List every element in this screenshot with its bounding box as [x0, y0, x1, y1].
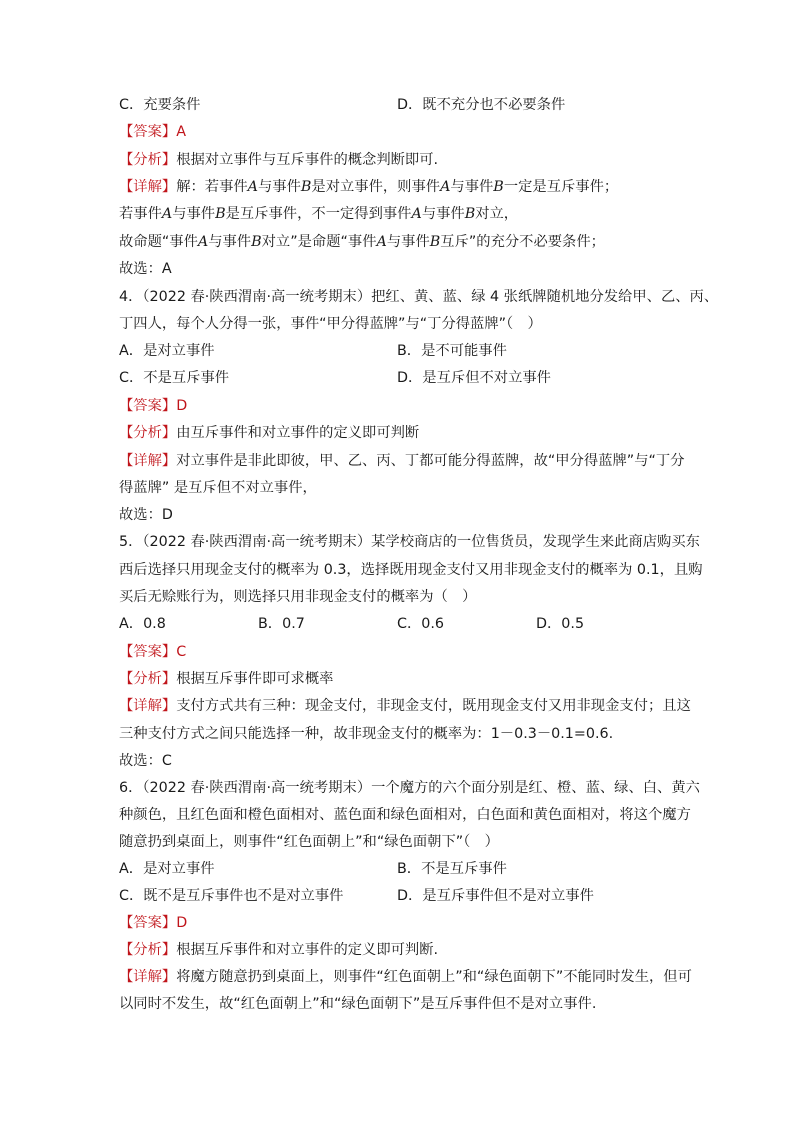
math-var: B	[493, 179, 504, 195]
detail-text: 支付方式共有三种：现金支付，非现金支付，既用现金支付又用非现金支付；且这	[176, 698, 691, 714]
analysis-tag: 【分析】	[119, 671, 177, 687]
q5-answer	[119, 642, 186, 662]
q5-detail-line-1	[119, 696, 691, 716]
q3-options-cd	[119, 95, 566, 115]
answer-tag: 【答案】	[119, 124, 177, 140]
q5-option-c: C．0.6	[397, 616, 445, 632]
q6-stem-line-3: 随意扔到桌面上，则事件“红色面朝上”和“绿色面朝下”（ ）	[119, 834, 499, 850]
q6-options-ab	[119, 859, 507, 879]
math-var: A	[197, 234, 209, 250]
q5-option-b: B．0.7	[258, 616, 305, 632]
q4-stem-line-1: 4．（2022 春·陕西渭南·高一统考期末）把红、黄、蓝、绿 4 张纸牌随机地分发给甲、乙、丙、	[119, 289, 719, 305]
q4-option-d: D．是互斥但不对立事件	[397, 370, 551, 386]
q5-option-a: A．0.8	[119, 616, 166, 632]
q4-stem-line-2: 丁四人，每个人分得一张，事件“甲分得蓝牌”与“丁分得蓝牌”（ ）	[119, 316, 542, 332]
q4-analysis	[119, 423, 419, 443]
answer-value: D	[176, 915, 188, 931]
q6-option-c: C．既不是互斥事件也不是对立事件	[119, 888, 344, 904]
detail-tag: 【详解】	[119, 179, 177, 195]
detail-text: 是互斥事件，不一定得到事件	[225, 206, 412, 222]
answer-tag: 【答案】	[119, 915, 177, 931]
q5-options	[119, 614, 585, 634]
q6-option-b: B．不是互斥事件	[397, 861, 507, 877]
detail-text: 与事件	[450, 179, 494, 195]
q5-analysis	[119, 669, 333, 689]
detail-text: 对立事件是非此即彼，甲、乙、丙、丁都可能分得蓝牌，故“甲分得蓝牌”与“丁分	[176, 453, 685, 469]
q6-options-cd	[119, 886, 594, 906]
q6-option-d: D．是互斥事件但不是对立事件	[397, 888, 594, 904]
q6-stem-line-2: 种颜色，且红色面和橙色面相对、蓝色面和绿色面相对，白色面和黄色面相对，将这个魔方	[119, 807, 691, 823]
answer-tag: 【答案】	[119, 644, 177, 660]
math-var: A	[376, 234, 387, 250]
analysis-tag: 【分析】	[119, 942, 177, 958]
detail-tag: 【详解】	[119, 698, 177, 714]
analysis-tag: 【分析】	[119, 152, 177, 168]
detail-text: 一定是互斥事件；	[503, 179, 619, 195]
analysis-text: 根据对立事件与互斥事件的概念判断即可.	[176, 152, 439, 168]
q6-detail-line-1	[119, 967, 692, 987]
math-var: B	[429, 234, 441, 250]
detail-text: 与事件	[386, 234, 430, 250]
q3-detail-line-3	[119, 232, 605, 252]
q4-options-cd	[119, 368, 551, 388]
q5-stem-line-3: 买后无赊账行为，则选择只用非现金支付的概率为（ ）	[119, 589, 477, 605]
analysis-text: 根据互斥事件和对立事件的定义即可判断.	[176, 942, 439, 958]
math-var: B	[464, 206, 476, 222]
q3-detail-line-2	[119, 204, 518, 224]
q4-detail-line-1	[119, 451, 685, 471]
detail-text: 解：若事件	[176, 179, 248, 195]
q6-detail-line-2: 以同时不发生，故“红色面朝上”和“绿色面朝下”是互斥事件但不是对立事件.	[119, 996, 597, 1012]
q4-options-ab	[119, 341, 507, 361]
detail-text: 对立”是命题“事件	[261, 234, 377, 250]
q5-choice: 故选：C	[119, 753, 172, 769]
q4-option-b: B．是不可能事件	[397, 343, 507, 359]
q3-option-d: D．既不充分也不必要条件	[397, 97, 566, 113]
detail-tag: 【详解】	[119, 969, 177, 985]
q3-detail-line-1	[119, 177, 618, 197]
q3-option-c: C．充要条件	[119, 97, 201, 113]
q6-answer	[119, 913, 187, 933]
detail-text: 与事件	[208, 234, 252, 250]
q4-detail-line-2: 得蓝牌” 是互斥但不对立事件，	[119, 480, 317, 496]
q3-choice: 故选：A	[119, 261, 172, 277]
q5-option-d: D．0.5	[536, 616, 585, 632]
answer-value: D	[176, 398, 188, 414]
math-var: A	[247, 179, 258, 195]
detail-text: 与事件	[172, 206, 216, 222]
detail-text: 与事件	[421, 206, 465, 222]
analysis-text: 根据互斥事件即可求概率	[176, 671, 334, 687]
q4-option-a: A．是对立事件	[119, 343, 215, 359]
detail-text: 与事件	[258, 179, 301, 195]
q4-option-c: C．不是互斥事件	[119, 370, 230, 386]
q5-detail-line-2: 三种支付方式之间只能选择一种，故非现金支付的概率为：1－0.3－0.1=0.6.	[119, 726, 614, 742]
answer-tag: 【答案】	[119, 398, 177, 414]
analysis-text: 由互斥事件和对立事件的定义即可判断	[176, 425, 420, 441]
q5-stem-line-2: 西后选择只用现金支付的概率为 0.3，选择既用现金支付又用非现金支付的概率为 0.1，且购	[119, 562, 703, 578]
q6-stem-line-1: 6．（2022 春·陕西渭南·高一统考期末）一个魔方的六个面分别是红、橙、蓝、绿、白、黄六	[119, 780, 700, 796]
math-var: A	[440, 179, 451, 195]
q3-analysis	[119, 150, 438, 170]
answer-value: A	[176, 124, 186, 140]
analysis-tag: 【分析】	[119, 425, 177, 441]
math-var: A	[411, 206, 422, 222]
q5-stem-line-1: 5．（2022 春·陕西渭南·高一统考期末）某学校商店的一位售货员，发现学生来此商店购买东	[119, 534, 700, 550]
q3-answer	[119, 122, 186, 142]
detail-text: 互斥”的充分不必要条件；	[440, 234, 605, 250]
detail-text: 对立，	[475, 206, 519, 222]
math-var: A	[161, 206, 173, 222]
q4-choice: 故选：D	[119, 507, 173, 523]
answer-value: C	[176, 644, 187, 660]
detail-text: 若事件	[119, 206, 162, 222]
detail-text: 将魔方随意扔到桌面上，则事件“红色面朝上”和“绿色面朝下”不能同时发生，但可	[176, 969, 692, 985]
detail-tag: 【详解】	[119, 453, 177, 469]
math-var: B	[300, 179, 312, 195]
q6-analysis	[119, 940, 438, 960]
detail-text: 故命题“事件	[119, 234, 198, 250]
q4-answer	[119, 396, 187, 416]
math-var: B	[251, 234, 262, 250]
math-var: B	[215, 206, 226, 222]
detail-text: 是对立事件，则事件	[311, 179, 441, 195]
q6-option-a: A．是对立事件	[119, 861, 215, 877]
